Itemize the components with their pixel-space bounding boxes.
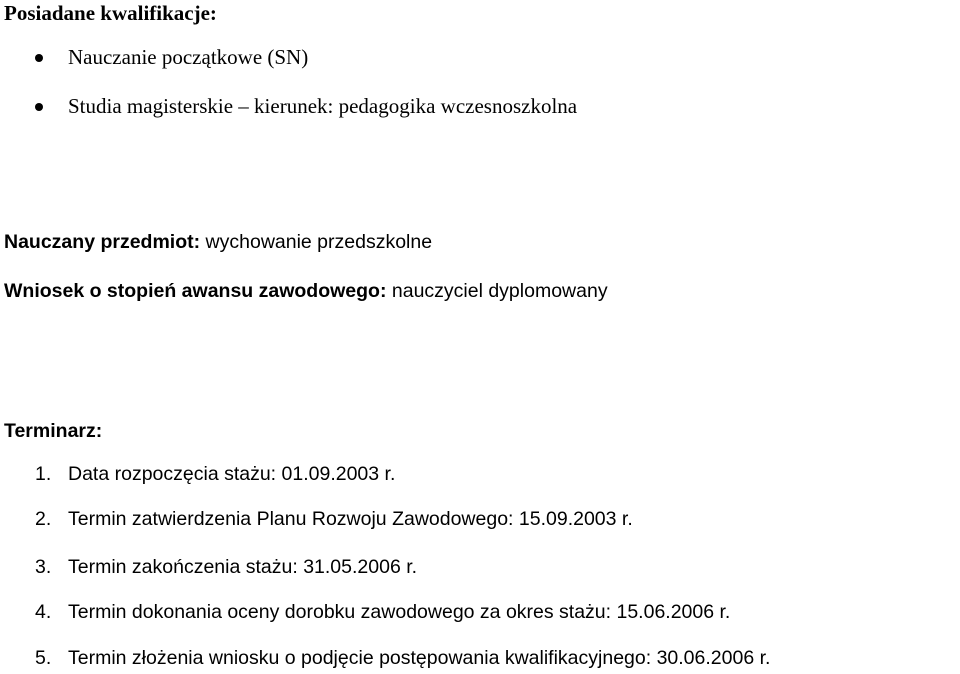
schedule-item-text: Data rozpoczęcia stażu: 01.09.2003 r. (68, 463, 396, 485)
schedule-item-number: 5. (35, 647, 52, 669)
application-label: Wniosek o stopień awansu zawodowego: (4, 280, 387, 302)
schedule-item-text: Termin dokonania oceny dorobku zawodowego za okres stażu: 15.06.2006 r. (68, 601, 731, 623)
qualification-text: Nauczanie początkowe (SN) (68, 45, 309, 69)
subject-line (4, 233, 432, 253)
qualification-text: Studia magisterskie – kierunek: pedagogika wczesnoszkolna (68, 94, 578, 118)
bullet-icon (35, 54, 43, 62)
subject-value: wychowanie przedszkolne (205, 231, 433, 253)
schedule-item-text: Termin zakończenia stażu: 31.05.2006 r. (68, 556, 418, 578)
schedule-item-text: Termin złożenia wniosku o podjęcie postępowania kwalifikacyjnego: 30.06.2006 r. (68, 647, 771, 669)
application-value: nauczyciel dyplomowany (391, 280, 608, 302)
subject-label: Nauczany przedmiot: (4, 231, 201, 253)
schedule-item-text: Termin zatwierdzenia Planu Rozwoju Zawodowego: 15.09.2003 r. (68, 508, 633, 530)
schedule-item-number: 1. (35, 463, 52, 485)
schedule-item-number: 3. (35, 556, 52, 578)
schedule-heading: Terminarz: (4, 420, 103, 442)
application-line (4, 282, 608, 302)
schedule-item-number: 4. (35, 601, 52, 623)
schedule-item-number: 2. (35, 508, 52, 530)
bullet-icon (35, 103, 43, 111)
qualifications-heading: Posiadane kwalifikacje: (4, 1, 217, 25)
